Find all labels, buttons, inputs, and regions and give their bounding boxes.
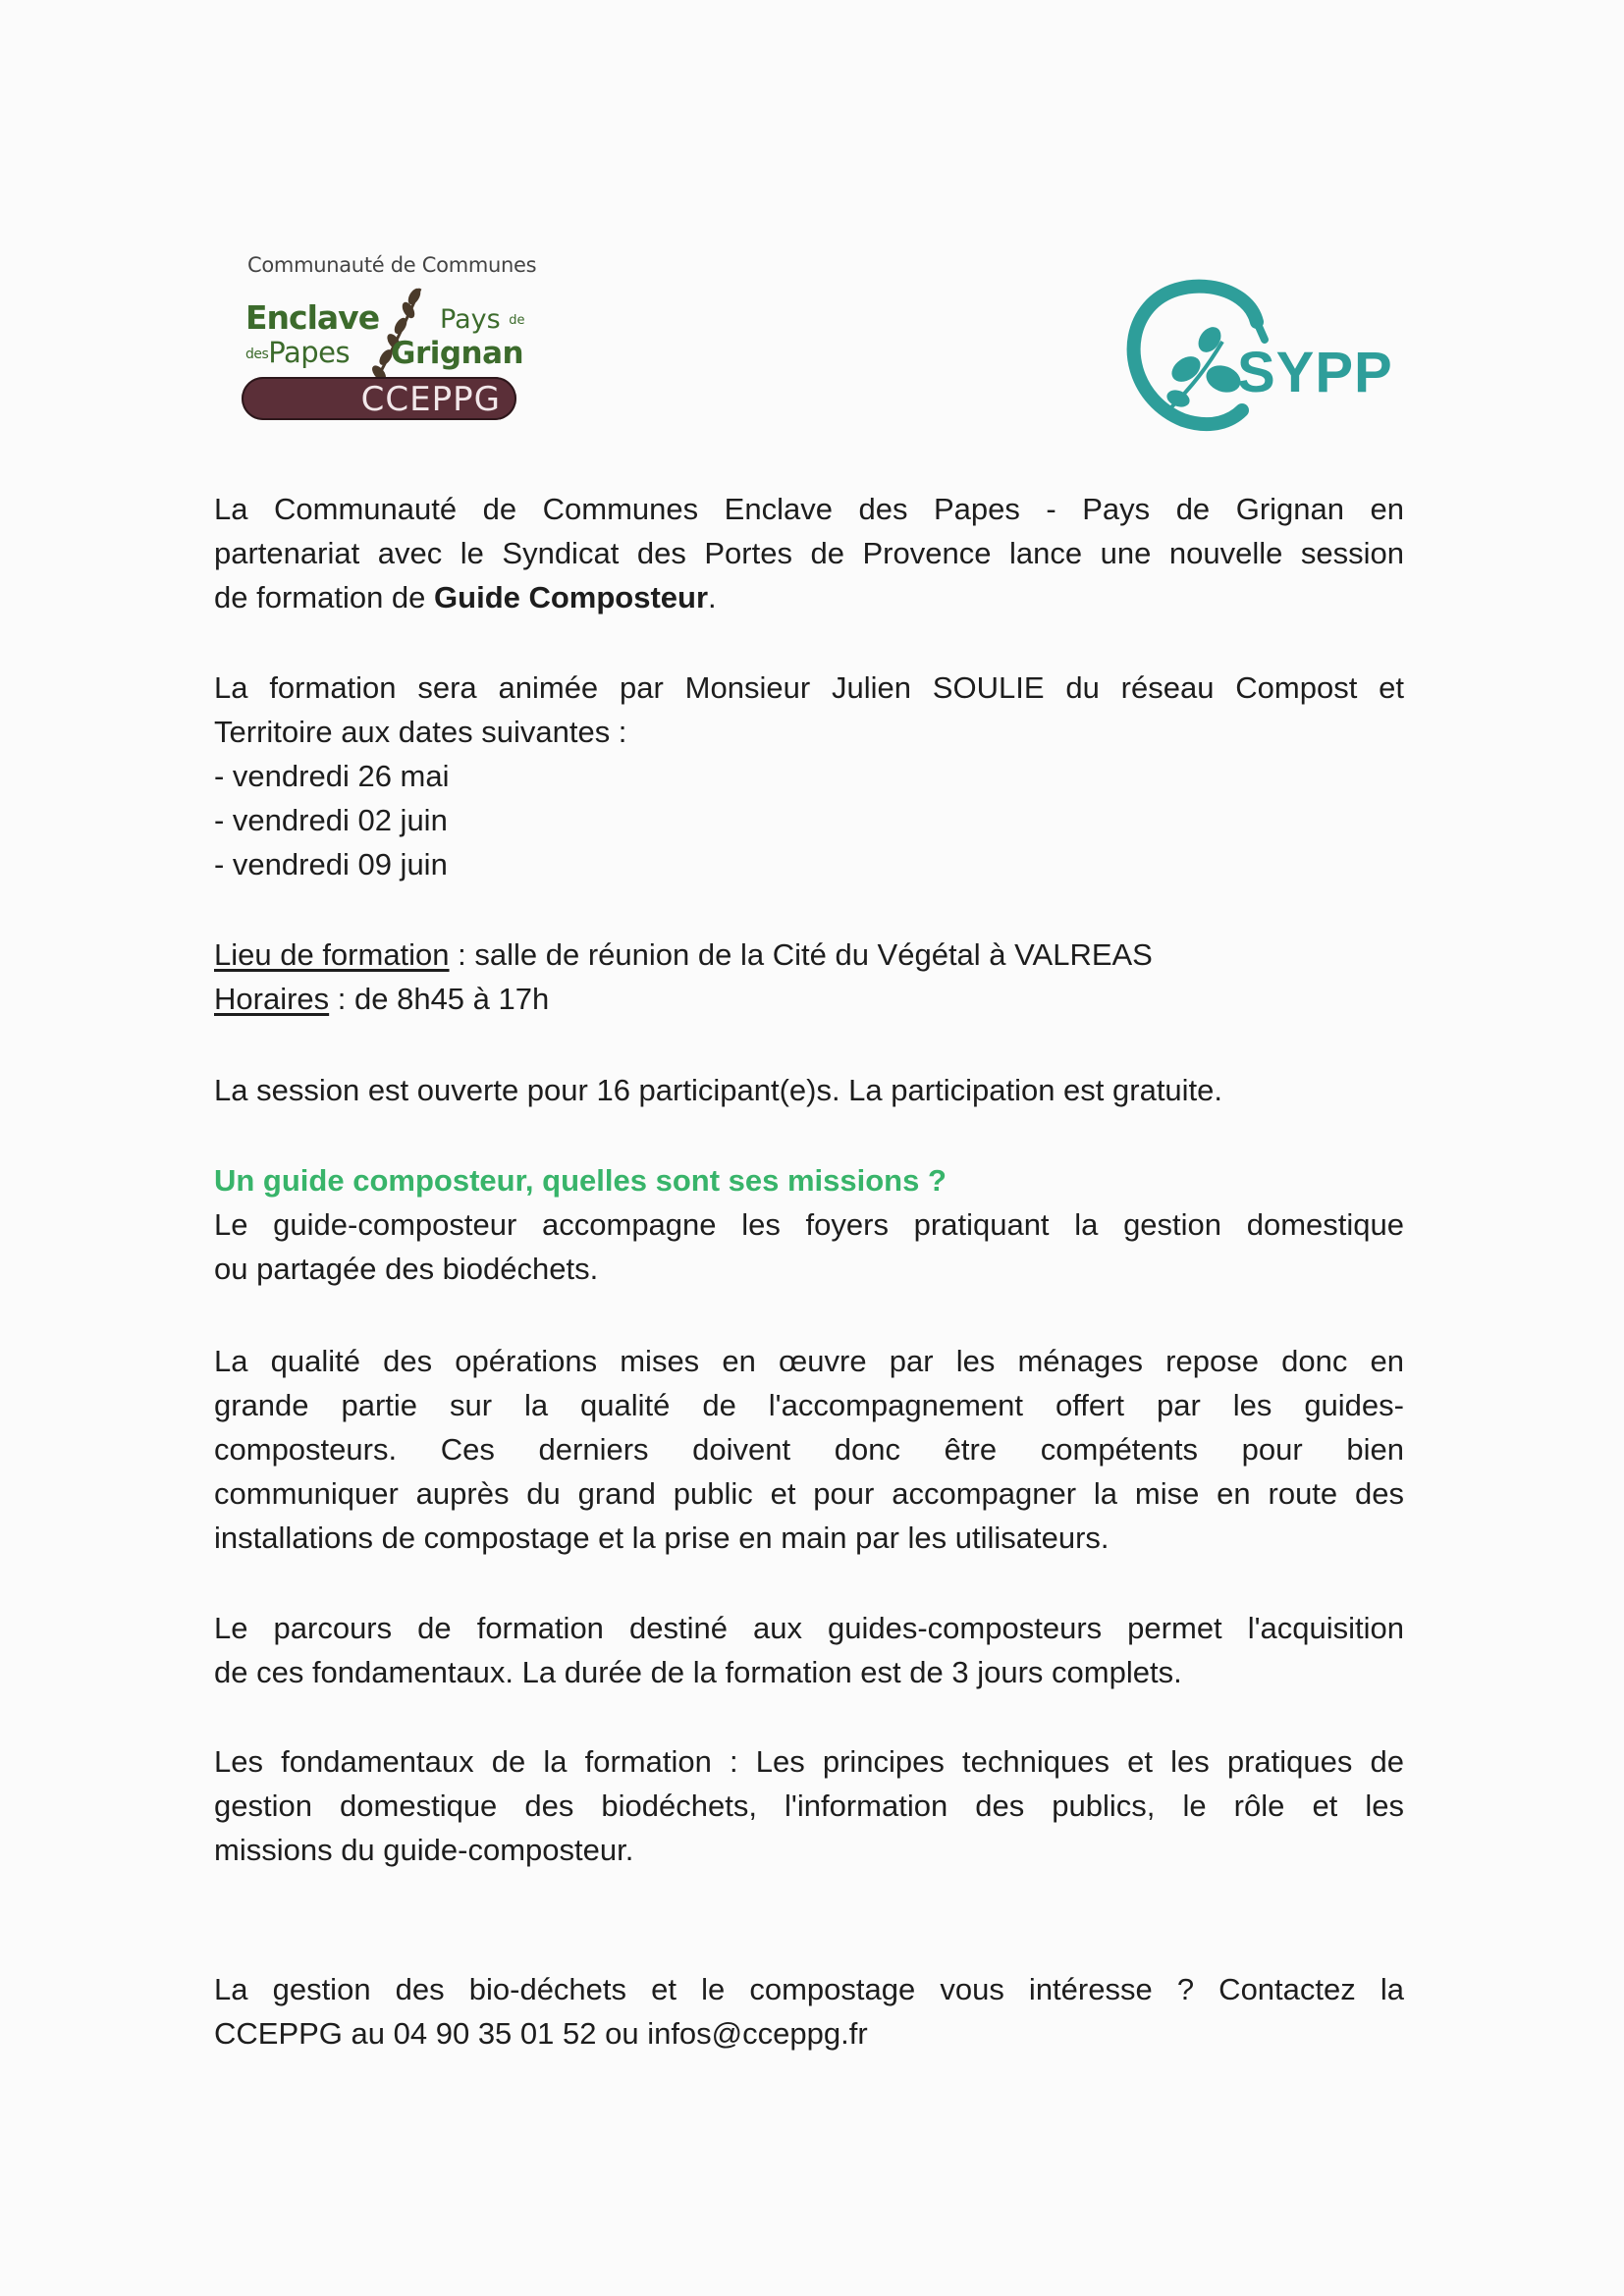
quality-paragraph	[214, 1339, 1404, 1560]
trainer-line-2: Territoire aux dates suivantes :	[214, 715, 627, 749]
intro-paragraph	[214, 487, 1404, 619]
hours-line	[214, 977, 1404, 1021]
contact-paragraph	[214, 1967, 1404, 2056]
quality-line-3: composteurs. Ces derniers doivent donc être compétents pour bien	[214, 1432, 1404, 1467]
cceppg-top-line: Communauté de Communes	[247, 253, 537, 277]
fundamentals-line-1: Les fondamentaux de la formation : Les principes techniques et les pratiques de	[214, 1744, 1404, 1779]
intro-line-3	[214, 575, 1404, 619]
hours-value: : de 8h45 à 17h	[329, 982, 550, 1016]
date-item-3: - vendredi 09 juin	[214, 847, 448, 881]
session-line: La session est ouverte pour 16 participant(e)s. La participation est gratuite.	[214, 1073, 1223, 1107]
quality-line-1: La qualité des opérations mises en œuvre par les ménages repose donc en	[214, 1344, 1404, 1378]
quality-line-2: grande partie sur la qualité de l'accompagnement offert par les guides-	[214, 1388, 1404, 1422]
cceppg-acronym: CCEPPG	[360, 380, 501, 419]
course-paragraph	[214, 1606, 1404, 1694]
missions-heading: Un guide composteur, quelles sont ses missions ?	[214, 1163, 947, 1198]
session-paragraph	[214, 1068, 1404, 1112]
quality-line-4: communiquer auprès du grand public et pour accompagner la mise en route des	[214, 1476, 1404, 1511]
intro-line-3-suffix: .	[708, 580, 717, 614]
fundamentals-line-2: gestion domestique des biodéchets, l'information des publics, le rôle et les	[214, 1789, 1404, 1823]
date-item-2: - vendredi 02 juin	[214, 803, 448, 837]
fundamentals-line-3: missions du guide-composteur.	[214, 1833, 634, 1867]
course-line-1: Le parcours de formation destiné aux guides-composteurs permet l'acquisition	[214, 1611, 1404, 1645]
guide-composteur-bold: Guide Composteur	[434, 580, 709, 614]
hours-label: Horaires	[214, 982, 330, 1016]
contact-line-1: La gestion des bio-déchets et le compostage vous intéresse ? Contactez la	[214, 1972, 1404, 2006]
sypp-logo	[1110, 263, 1394, 440]
cceppg-enclave: Enclave	[245, 298, 380, 337]
place-value: : salle de réunion de la Cité du Végétal à VALREAS	[449, 937, 1153, 972]
cceppg-logo	[236, 253, 537, 430]
missions-paragraph	[214, 1158, 1404, 1291]
cceppg-pays-word: Pays	[440, 304, 501, 335]
quality-line-5: installations de compostage et la prise en main par les utilisateurs.	[214, 1521, 1110, 1555]
fundamentals-paragraph	[214, 1739, 1404, 1872]
trainer-paragraph	[214, 666, 1404, 886]
intro-line-3-prefix: de formation de	[214, 580, 435, 614]
cceppg-des: des	[245, 347, 269, 362]
missions-line-1: Le guide-composteur accompagne les foyers pratiquant la gestion domestique	[214, 1207, 1404, 1242]
course-line-2: de ces fondamentaux. La durée de la formation est de 3 jours complets.	[214, 1655, 1182, 1689]
place-line	[214, 933, 1404, 977]
date-item-1: - vendredi 26 mai	[214, 759, 450, 793]
cceppg-pays	[440, 304, 525, 335]
intro-line-2: partenariat avec le Syndicat des Portes de Provence lance une nouvelle session	[214, 536, 1404, 570]
cceppg-grignan: Grignan	[391, 336, 524, 371]
logistics-paragraph	[214, 933, 1404, 1021]
cceppg-papes-word: Papes	[268, 336, 351, 369]
place-label: Lieu de formation	[214, 937, 450, 972]
missions-line-2: ou partagée des biodéchets.	[214, 1252, 599, 1286]
cceppg-banner	[242, 377, 516, 420]
cceppg-papes	[245, 336, 350, 369]
trainer-line-1: La formation sera animée par Monsieur Julien SOULIE du réseau Compost et	[214, 670, 1404, 705]
contact-line-2: CCEPPG au 04 90 35 01 52 ou infos@cceppg.fr	[214, 2016, 868, 2051]
cceppg-de: de	[509, 313, 525, 328]
sypp-wordmark: SYPP	[1237, 341, 1393, 404]
intro-line-1: La Communauté de Communes Enclave des Papes - Pays de Grignan en	[214, 492, 1404, 526]
